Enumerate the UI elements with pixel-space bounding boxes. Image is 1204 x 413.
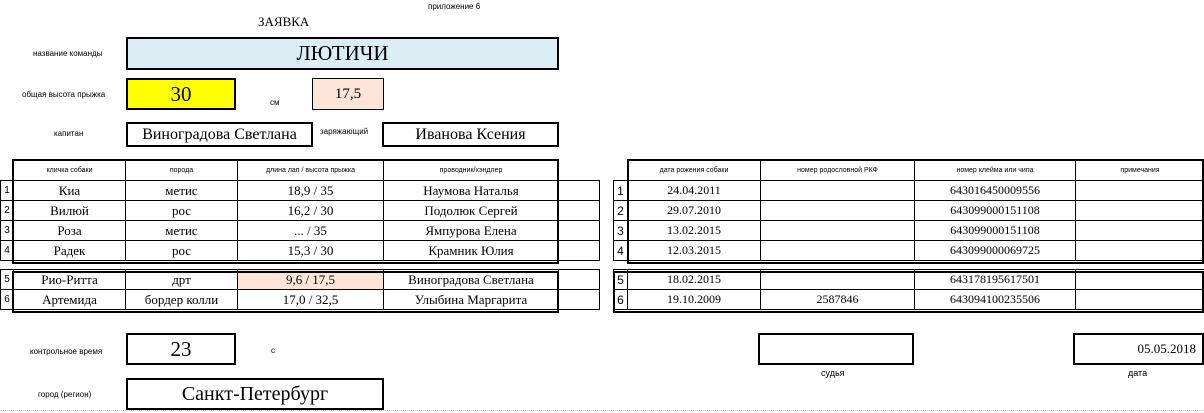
breed-cell[interactable]: метис: [126, 221, 238, 241]
dog-name-cell[interactable]: Рио-Ритта: [14, 270, 126, 290]
table-row[interactable]: [614, 241, 1204, 261]
jump-height-secondary-field[interactable]: [312, 78, 384, 110]
header-breed: порода: [126, 160, 238, 181]
rkf-number-cell[interactable]: [761, 241, 915, 261]
legs-height-cell[interactable]: 16,2 / 30: [238, 201, 384, 221]
rkf-number-cell[interactable]: [761, 270, 915, 290]
birth-date-cell[interactable]: 19.10.2009: [628, 290, 761, 310]
rkf-number-cell[interactable]: [761, 221, 915, 241]
jump-height-value: 30: [170, 81, 192, 106]
row-number: 3: [614, 221, 628, 241]
empty-cell[interactable]: [559, 221, 600, 241]
empty-cell[interactable]: [559, 201, 600, 221]
dog-name-cell[interactable]: Радек: [14, 241, 126, 261]
jump-height-label: общая высота прыжка: [22, 90, 106, 99]
city-value: Санкт-Петербург: [181, 382, 329, 405]
team-name-value: ЛЮТИЧИ: [296, 41, 389, 65]
registration-table-header: [614, 160, 1204, 181]
loader-value: Иванова Ксения: [415, 125, 526, 143]
row-number: 6: [614, 290, 628, 310]
seconds-unit-label: с: [271, 346, 275, 355]
rkf-number-cell[interactable]: 2587846: [761, 290, 915, 310]
header-notes: примечания: [1076, 160, 1204, 181]
row-number: 1: [1, 181, 14, 201]
handler-cell[interactable]: Подолюк Сергей: [384, 201, 559, 221]
chip-number-cell[interactable]: 643178195617501: [915, 270, 1076, 290]
empty-cell[interactable]: [559, 270, 600, 290]
rkf-number-cell[interactable]: [761, 181, 915, 201]
breed-cell[interactable]: метис: [126, 181, 238, 201]
notes-cell[interactable]: [1076, 201, 1204, 221]
header-legs-height: длина лап / высота прыжка: [238, 160, 384, 181]
notes-cell[interactable]: [1076, 290, 1204, 310]
dogs-table-header: [1, 160, 600, 181]
control-time-value: 23: [170, 336, 192, 361]
handler-cell[interactable]: Крамник Юлия: [384, 241, 559, 261]
loader-field[interactable]: [382, 122, 559, 147]
empty-cell[interactable]: [559, 181, 600, 201]
captain-label: капитан: [54, 129, 84, 138]
handler-cell[interactable]: Ямпурова Елена: [384, 221, 559, 241]
breed-cell[interactable]: дрт: [126, 270, 238, 290]
control-time-label: контрольное время: [30, 347, 103, 356]
chip-number-cell[interactable]: 643094100235506: [915, 290, 1076, 310]
row-number: 2: [614, 201, 628, 221]
judge-label: судья: [821, 368, 845, 378]
header-handler: проводник/хэндлер: [384, 160, 559, 181]
date-field[interactable]: [1073, 333, 1204, 365]
breed-cell[interactable]: рос: [126, 241, 238, 261]
chip-number-cell[interactable]: 643016450009556: [915, 181, 1076, 201]
row-number: 1: [614, 181, 628, 201]
birth-date-cell[interactable]: 29.07.2010: [628, 201, 761, 221]
row-number: 2: [1, 201, 14, 221]
captain-field[interactable]: [126, 122, 313, 147]
row-number: 6: [1, 290, 14, 310]
breed-cell[interactable]: бордер колли: [126, 290, 238, 310]
control-time-field[interactable]: [126, 333, 236, 365]
city-field[interactable]: [126, 378, 384, 410]
legs-height-cell[interactable]: 15,3 / 30: [238, 241, 384, 261]
legs-height-cell[interactable]: 9,6 / 17,5: [238, 270, 384, 290]
notes-cell[interactable]: [1076, 241, 1204, 261]
table-row[interactable]: [614, 290, 1204, 310]
birth-date-cell[interactable]: 13.02.2015: [628, 221, 761, 241]
dogs-table: [0, 159, 600, 310]
legs-height-cell[interactable]: 18,9 / 35: [238, 181, 384, 201]
dog-name-cell[interactable]: Артемида: [14, 290, 126, 310]
handler-cell[interactable]: Улыбина Маргарита: [384, 290, 559, 310]
cm-unit-label: см: [270, 98, 280, 107]
notes-cell[interactable]: [1076, 181, 1204, 201]
notes-cell[interactable]: [1076, 221, 1204, 241]
appendix-label: приложение 6: [428, 2, 481, 11]
rkf-number-cell[interactable]: [761, 201, 915, 221]
row-number: 4: [1, 241, 14, 261]
table-row[interactable]: [1, 201, 600, 221]
handler-cell[interactable]: Наумова Наталья: [384, 181, 559, 201]
table-row[interactable]: [614, 201, 1204, 221]
table-row[interactable]: [1, 181, 600, 201]
jump-height-secondary-value: 17,5: [334, 85, 362, 102]
birth-date-cell[interactable]: 24.04.2011: [628, 181, 761, 201]
team-name-label: название команды: [33, 49, 103, 58]
table-row[interactable]: [614, 270, 1204, 290]
table-row[interactable]: [614, 221, 1204, 241]
registration-table: [613, 159, 1204, 310]
jump-height-field[interactable]: [126, 78, 236, 110]
table-row[interactable]: [1, 290, 600, 310]
team-name-field[interactable]: [126, 37, 559, 70]
birth-date-cell[interactable]: 12.03.2015: [628, 241, 761, 261]
legs-height-cell[interactable]: 17,0 / 32,5: [238, 290, 384, 310]
header-dog-name: кличка собаки: [14, 160, 126, 181]
table-row[interactable]: [1, 270, 600, 290]
city-label: город (регион): [38, 390, 92, 399]
form-title: ЗАЯВКА: [258, 14, 310, 29]
row-number: 4: [614, 241, 628, 261]
chip-number-cell[interactable]: 643099000151108: [915, 201, 1076, 221]
table-row[interactable]: [1, 241, 600, 261]
dog-name-cell[interactable]: Вилюй: [14, 201, 126, 221]
birth-date-cell[interactable]: 18.02.2015: [628, 270, 761, 290]
table-row[interactable]: [1, 221, 600, 241]
dog-name-cell[interactable]: Роза: [14, 221, 126, 241]
empty-cell[interactable]: [559, 290, 600, 310]
chip-number-cell[interactable]: 643099000069725: [915, 241, 1076, 261]
table-row[interactable]: [614, 181, 1204, 201]
row-number: 3: [1, 221, 14, 241]
breed-cell[interactable]: рос: [126, 201, 238, 221]
header-rkf-number: номер родословной РКФ: [761, 160, 915, 181]
gridline: [0, 410, 1204, 411]
date-value: 05.05.2018: [1137, 341, 1196, 356]
header-birth-date: дата рожения собаки: [628, 160, 761, 181]
date-label: дата: [1128, 368, 1148, 378]
chip-number-cell[interactable]: 643099000151108: [915, 221, 1076, 241]
header-chip-number: номер клейма или чипа: [915, 160, 1076, 181]
dog-name-cell[interactable]: Киа: [14, 181, 126, 201]
handler-cell[interactable]: Виноградова Светлана: [384, 270, 559, 290]
captain-value: Виноградова Светлана: [142, 125, 297, 143]
judge-field[interactable]: [758, 333, 914, 365]
row-number: 5: [1, 270, 14, 290]
legs-height-cell[interactable]: ... / 35: [238, 221, 384, 241]
empty-cell[interactable]: [559, 241, 600, 261]
row-number: 5: [614, 270, 628, 290]
loader-label: заряжающий: [320, 127, 369, 136]
notes-cell[interactable]: [1076, 270, 1204, 290]
